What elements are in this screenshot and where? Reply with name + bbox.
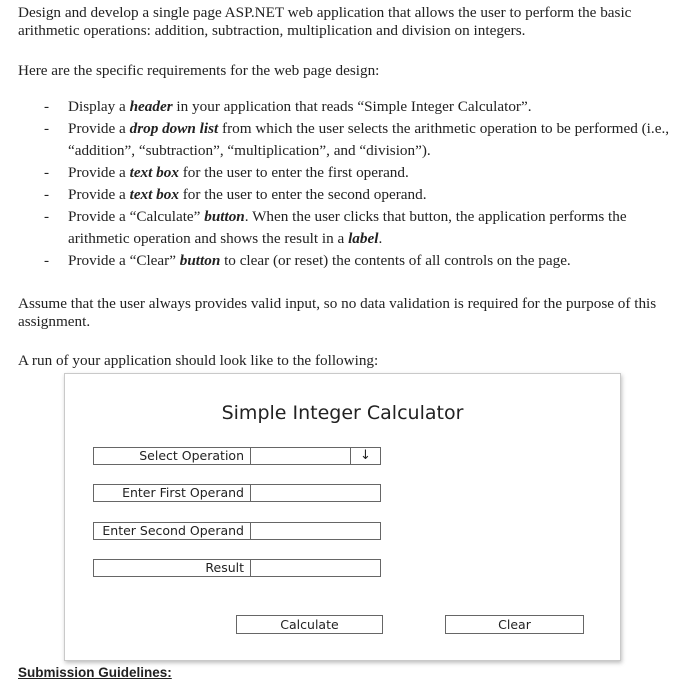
requirements-heading: Here are the specific requirements for the web page design: (18, 62, 380, 79)
requirement-item: - Provide a text box for the user to enter the second operand. (44, 184, 674, 206)
calculator-title: Simple Integer Calculator (221, 402, 464, 424)
operation-dropdown[interactable] (93, 447, 381, 465)
requirements-list (44, 96, 674, 272)
first-operand-input[interactable] (93, 484, 381, 502)
requirement-item: - Provide a drop down list from which the user selects the arithmetic operation to be performed (i.e., “addition”, “subtraction”, “multiplication”, and “division”). (44, 118, 674, 162)
clear-button[interactable]: Clear (445, 615, 584, 634)
calculate-button[interactable]: Calculate (236, 615, 383, 634)
operation-label: Select Operation (94, 448, 251, 464)
requirement-item: - Provide a “Calculate” button. When the user clicks that button, the application performs the arithmetic operation and shows the result in a label. (44, 206, 674, 250)
assumption-paragraph: Assume that the user always provides valid input, so no data validation is required for the purpose of this assignment. (18, 295, 657, 330)
requirement-item: - Display a header in your application that reads “Simple Integer Calculator”. (44, 96, 674, 118)
second-operand-label: Enter Second Operand (94, 523, 251, 539)
arrow-down-icon[interactable]: ↓ (350, 448, 380, 464)
run-intro-paragraph: A run of your application should look like to the following: (18, 352, 379, 369)
first-operand-label: Enter First Operand (94, 485, 251, 501)
result-label: Result (94, 560, 251, 576)
second-operand-input[interactable] (93, 522, 381, 540)
intro-paragraph: Design and develop a single page ASP.NET web application that allows the user to perform the basic arithmetic operations: addition, subtraction, multiplication and division on integers. (18, 4, 632, 39)
calculator-mockup (64, 373, 621, 661)
submission-heading: Submission Guidelines: (18, 665, 172, 680)
requirement-item: - Provide a “Clear” button to clear (or reset) the contents of all controls on the page. (44, 250, 674, 272)
result-field (93, 559, 381, 577)
requirement-item: - Provide a text box for the user to enter the first operand. (44, 162, 674, 184)
